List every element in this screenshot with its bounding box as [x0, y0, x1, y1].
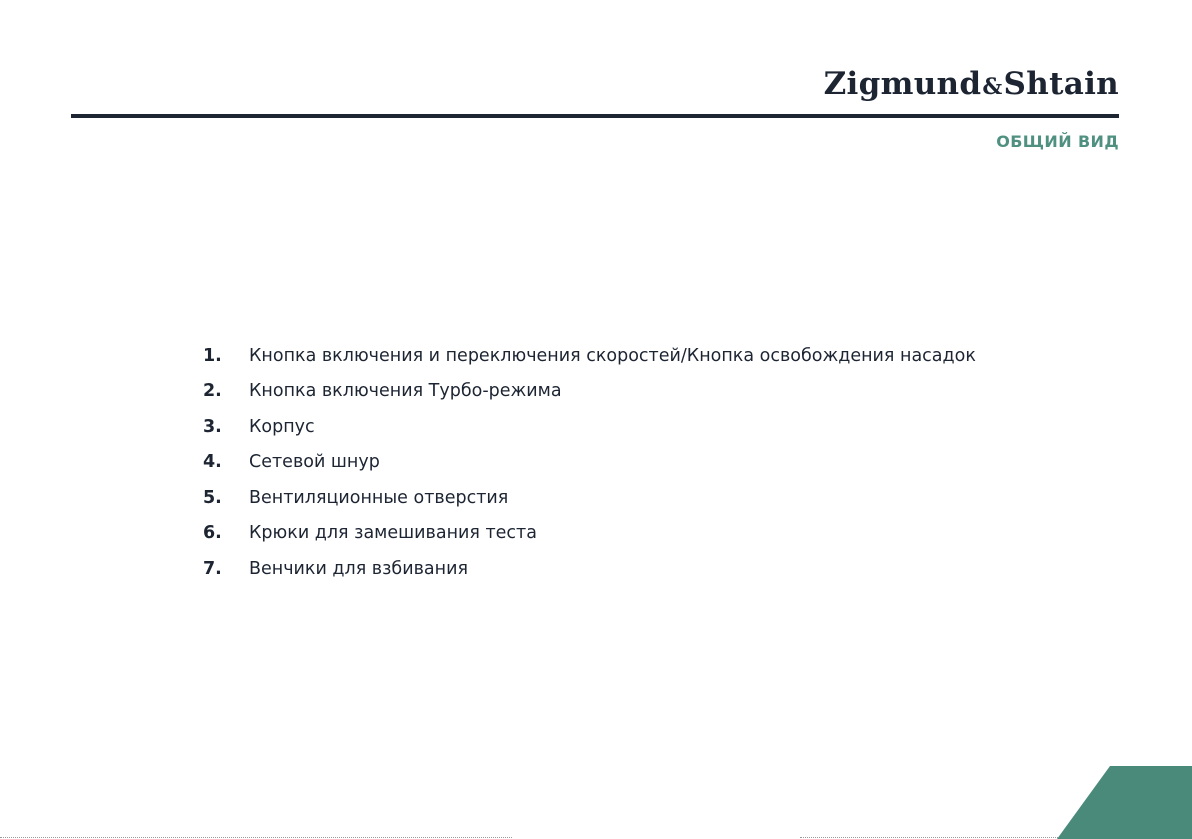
item-number: 5.: [203, 487, 222, 508]
bottom-dotted-line-left: [0, 837, 512, 838]
item-number: 2.: [203, 381, 222, 402]
list-item: [203, 445, 976, 481]
item-number: 6.: [203, 523, 222, 544]
list-item: [203, 374, 976, 410]
corner-accent-shape: [1057, 766, 1192, 839]
list-item: [203, 551, 976, 587]
brand-logo: [824, 66, 1119, 102]
item-label: Крюки для замешивания теста: [249, 523, 537, 544]
list-item: [203, 516, 976, 552]
item-label: Сетевой шнур: [249, 452, 380, 473]
brand-name-part1: Zigmund: [823, 66, 982, 102]
brand-ampersand: &: [982, 74, 1003, 100]
item-label: Венчики для взбивания: [249, 558, 468, 579]
parts-list: [203, 338, 976, 587]
item-label: Корпус: [249, 416, 315, 437]
item-label: Вентиляционные отверстия: [249, 487, 509, 508]
item-number: 4.: [203, 452, 222, 473]
item-label: Кнопка включения и переключения скоростей/Кнопка освобождения насадок: [249, 345, 976, 366]
brand-name-part2: Shtain: [1003, 66, 1119, 102]
list-item: [203, 338, 976, 374]
item-number: 3.: [203, 416, 222, 437]
bottom-dotted-line-right: [800, 837, 1060, 838]
section-title: ОБЩИЙ ВИД: [996, 132, 1119, 151]
item-number: 1.: [203, 345, 222, 366]
item-label: Кнопка включения Турбо-режима: [249, 381, 562, 402]
list-item: [203, 409, 976, 445]
header-divider: [71, 114, 1119, 118]
item-number: 7.: [203, 558, 222, 579]
list-item: [203, 480, 976, 516]
